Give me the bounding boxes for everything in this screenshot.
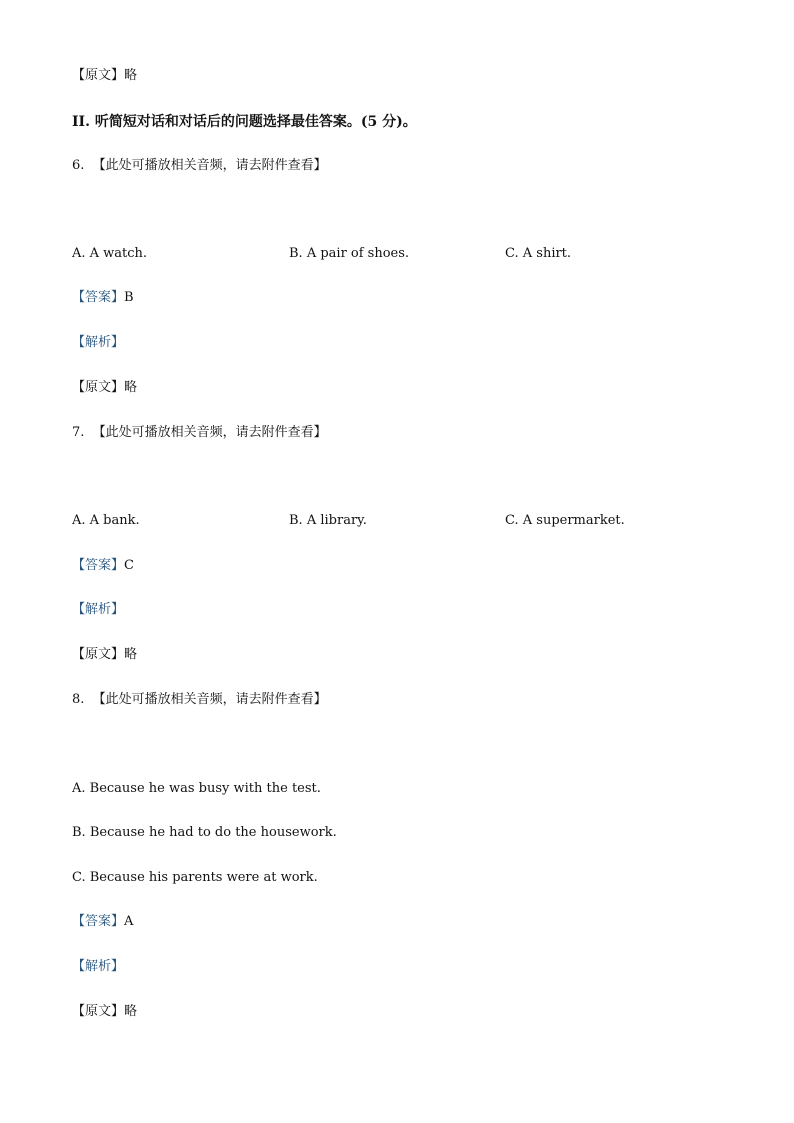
question-6-answer (72, 288, 134, 308)
question-number: 6. (72, 158, 85, 173)
answer-value: B (124, 290, 134, 305)
question-6-yuanwen (72, 378, 137, 398)
question-6-analysis (72, 333, 124, 353)
yuanwen-tag: 【原文】 (72, 647, 125, 662)
question-8-option-c: C. Because his parents were at work. (72, 870, 318, 885)
yuanwen-tag: 【原文】 (72, 1004, 125, 1019)
question-8-option-a: A. Because he was busy with the test. (72, 781, 321, 796)
yuanwen-text: 略 (124, 647, 138, 662)
answer-value: C (124, 558, 134, 573)
question-6-option-b: B. A pair of shoes. (289, 246, 410, 261)
question-number: 7. (72, 425, 85, 440)
analysis-tag: 【解析】 (72, 335, 125, 350)
analysis-tag: 【解析】 (72, 602, 125, 617)
yuanwen-text: 略 (124, 68, 138, 83)
question-6-option-c: C. A shirt. (505, 246, 572, 261)
answer-tag: 【答案】 (72, 290, 125, 305)
question-8-prompt (72, 690, 327, 710)
analysis-tag: 【解析】 (72, 959, 125, 974)
question-6-prompt (72, 156, 327, 176)
yuanwen-text: 略 (124, 1004, 138, 1019)
question-7-analysis (72, 600, 124, 620)
intro-yuanwen (72, 66, 137, 86)
audio-prompt: 【此处可播放相关音频，请去附件查看】 (92, 425, 327, 440)
audio-prompt: 【此处可播放相关音频，请去附件查看】 (92, 692, 327, 707)
question-7-option-a: A. A bank. (72, 513, 140, 528)
answer-tag: 【答案】 (72, 914, 125, 929)
question-8-answer (72, 912, 133, 932)
question-7-option-c: C. A supermarket. (505, 513, 625, 528)
answer-value: A (124, 914, 134, 929)
yuanwen-tag: 【原文】 (72, 68, 125, 83)
answer-tag: 【答案】 (72, 558, 125, 573)
yuanwen-tag: 【原文】 (72, 380, 125, 395)
section-title: II. 听简短对话和对话后的问题选择最佳答案。(5 分)。 (72, 114, 417, 130)
question-8-analysis (72, 957, 124, 977)
question-7-prompt (72, 423, 327, 443)
question-number: 8. (72, 692, 85, 707)
question-7-option-b: B. A library. (289, 513, 367, 528)
question-6-option-a: A. A watch. (72, 246, 148, 261)
yuanwen-text: 略 (124, 380, 138, 395)
question-7-yuanwen (72, 645, 137, 665)
question-7-answer (72, 556, 134, 576)
audio-prompt: 【此处可播放相关音频，请去附件查看】 (92, 158, 327, 173)
question-8-option-b: B. Because he had to do the housework. (72, 825, 337, 840)
question-8-yuanwen (72, 1002, 137, 1022)
